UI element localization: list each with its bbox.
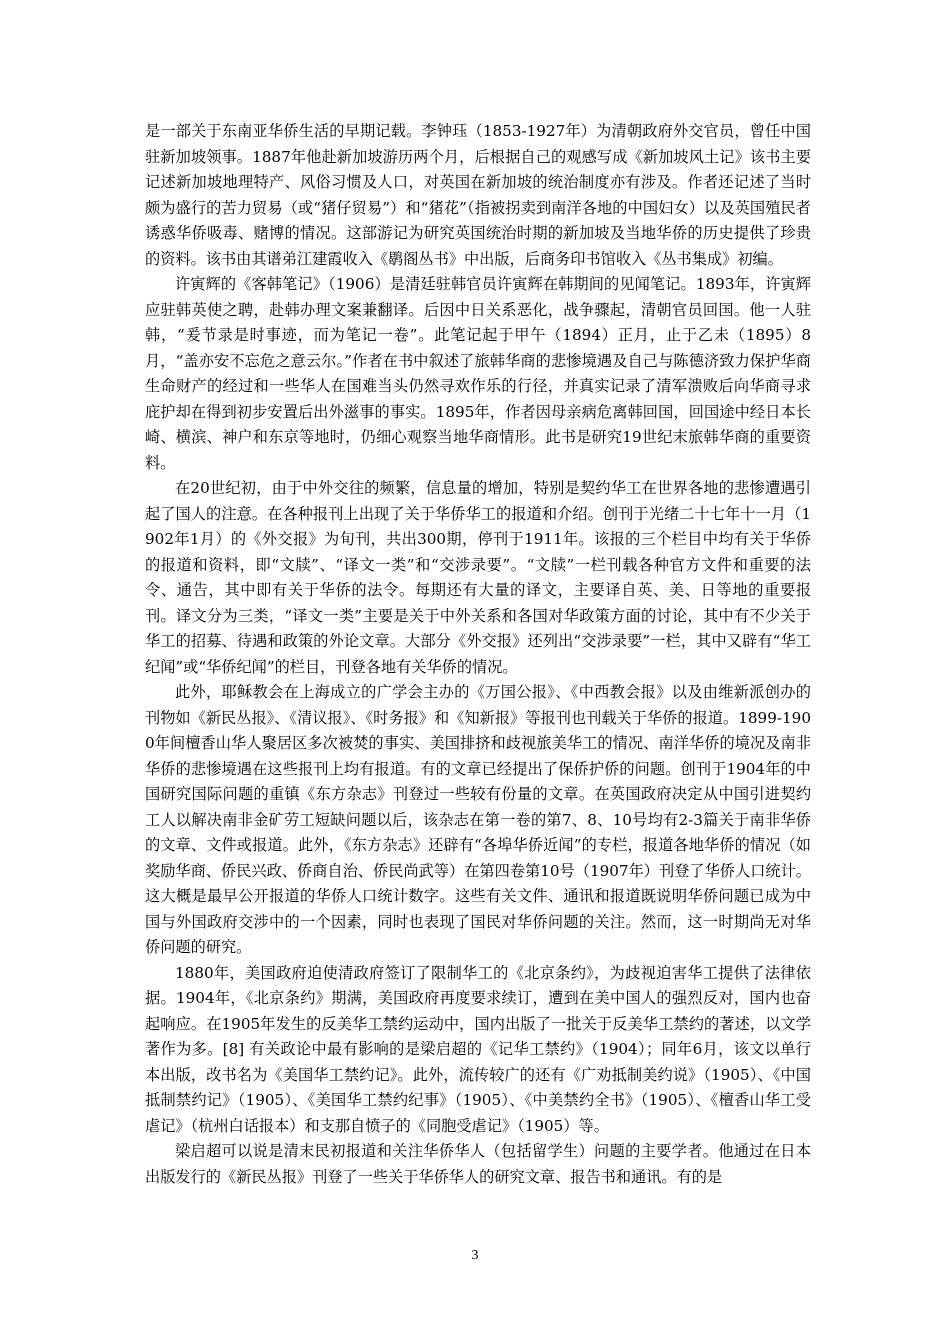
paragraph-continued: 是一部关于东南亚华侨生活的早期记载。李钟珏（1853-1927年）为清朝政府外交官员，曾任中国驻新加坡领事。1887年他赴新加坡游历两个月，后根据自己的观感写成《新加坡风土记》该书主要记述新加坡地理特产、风俗习惯及人口，对英国在新加坡的统治制度亦有涉及。作者还记述了当时颇为盛行的苦力贸易（或“猪仔贸易”）和“猪花”（指被拐卖到南洋各地的中国妇女）以及英国殖民者诱惑华侨吸毒、赌博的情况。这部游记为研究英国统治时期的新加坡及当地华侨的历史提供了珍贵的资料。该书由其谱弟江建霞收入《鹖阁丛书》中出版，后商务印书馆收入《丛书集成》初编。 (145, 122, 811, 268)
paragraph-keban-biji: 许寅辉的《客韩笔记》（1906）是清廷驻韩官员许寅辉在韩期间的见闻笔记。1893年，许寅辉应驻韩英使之聘，赴韩办理文案兼翻译。后因中日关系恶化，战争骤起，清朝官员回国。他一人驻韩，“爰节录是时事迹，而为笔记一卷”。此笔记起于甲午（1894）正月，止于乙未（1895）8月，“盖亦安不忘危之意云尔。”作者在书中叙述了旅韩华商的悲惨境遇及自己与陈德济致力保护华商生命财产的经过和一些华人在国难当头仍然寻欢作乐的行径，并真实记录了清军溃败后向华商寻求庇护却在得到初步安置后出外滋事的事实。1895年，作者因母亲病危离韩回国，回国途中经日本长崎、横滨、神户和东京等地时，仍细心观察当地华商情形。此书是研究19世纪末旅韩华商的重要资料。 (145, 275, 811, 472)
document-body (145, 119, 811, 1190)
paragraph-waijiao-bao: 在20世纪初，由于中外交往的频繁，信息量的增加，特别是契约华工在世界各地的悲惨遭遇引起了国人的注意。在各种报刊上出现了关于华侨华工的报道和介绍。创刊于光绪二十七年十一月（1902年1月）的《外交报》为旬刊，共出300期，停刊于1911年。该报的三个栏目中均有关于华侨的报道和资料，即“文牍”、“译文一类”和“交涉录要”。“文牍”一栏刊载各种官方文件和重要的法令、通告，其中即有关于华侨的法令。每期还有大量的译文，主要译自英、美、日等地的重要报刊。译文分为三类，“译文一类”主要是关于中外关系和各国对华政策方面的讨论，其中有不少关于华工的招募、待遇和政策的外论文章。大部分《外交报》还列出“交涉录要”一栏，其中又辟有“华工纪闻”或“华侨纪闻”的栏目，刊登各地有关华侨的情况。 (145, 479, 811, 676)
paragraph-periodicals: 此外，耶稣教会在上海成立的广学会主办的《万国公报》、《中西教会报》以及由维新派创办的刊物如《新民丛报》、《清议报》、《时务报》和《知新报》等报刊也刊载关于华侨的报道。1899-1900年间檀香山华人聚居区多次被焚的事实、美国排挤和歧视旅美华工的情况、南洋华侨的境况及南非华侨的悲惨境遇在这些报刊上均有报道。有的文章已经提出了保侨护侨的问题。创刊于1904年的中国研究国际问题的重镇《东方杂志》刊登过一些较有份量的文章。在英国政府决定从中国引进契约工人以解决南非金矿劳工短缺问题以后，该杂志在第一卷的第7、8、10号均有2-3篇关于南非华侨的文章、文件或报道。此外，《东方杂志》还辟有“各埠华侨近闻”的专栏，报道各地华侨的情况（如奖励华商、侨民兴政、侨商自治、侨民尚武等）在第四卷第10号（1907年）刊登了华侨人口统计。这大概是最早公开报道的华侨人口统计数字。这些有关文件、通讯和报道既说明华侨问题已成为中国与外国政府交涉中的一个因素，同时也表现了国民对华侨问题的关注。然而，这一时期尚无对华侨问题的研究。 (145, 683, 811, 956)
paragraph-beijing-treaty: 1880年，美国政府迫使清政府签订了限制华工的《北京条约》，为歧视迫害华工提供了法律依据。1904年，《北京条约》期满，美国政府再度要求续订，遭到在美中国人的强烈反对，国内也奋起响应。在1905年发生的反美华工禁约运动中，国内出版了一批关于反美华工禁约的著述，以文学著作为多。[8] 有关政论中最有影响的是梁启超的《记华工禁约》（1904）；同年6月，该文以单行本出版，改书名为《美国华工禁约记》。此外，流传较广的还有《广劝抵制美约说》（1905）、《中国抵制禁约记》（1905）、《美国华工禁约纪事》（1905）、《中美禁约全书》（1905）、《檀香山华工受虐记》（杭州白话报本）和支那自愤子的《同胞受虐记》（1905）等。 (145, 963, 811, 1135)
page-number: 3 (471, 1248, 479, 1263)
paragraph-liang-qichao: 梁启超可以说是清末民初报道和关注华侨华人（包括留学生）问题的主要学者。他通过在日本出版发行的《新民丛报》刊登了一些关于华侨华人的研究文章、报告书和通讯。有的是 (145, 1142, 811, 1186)
